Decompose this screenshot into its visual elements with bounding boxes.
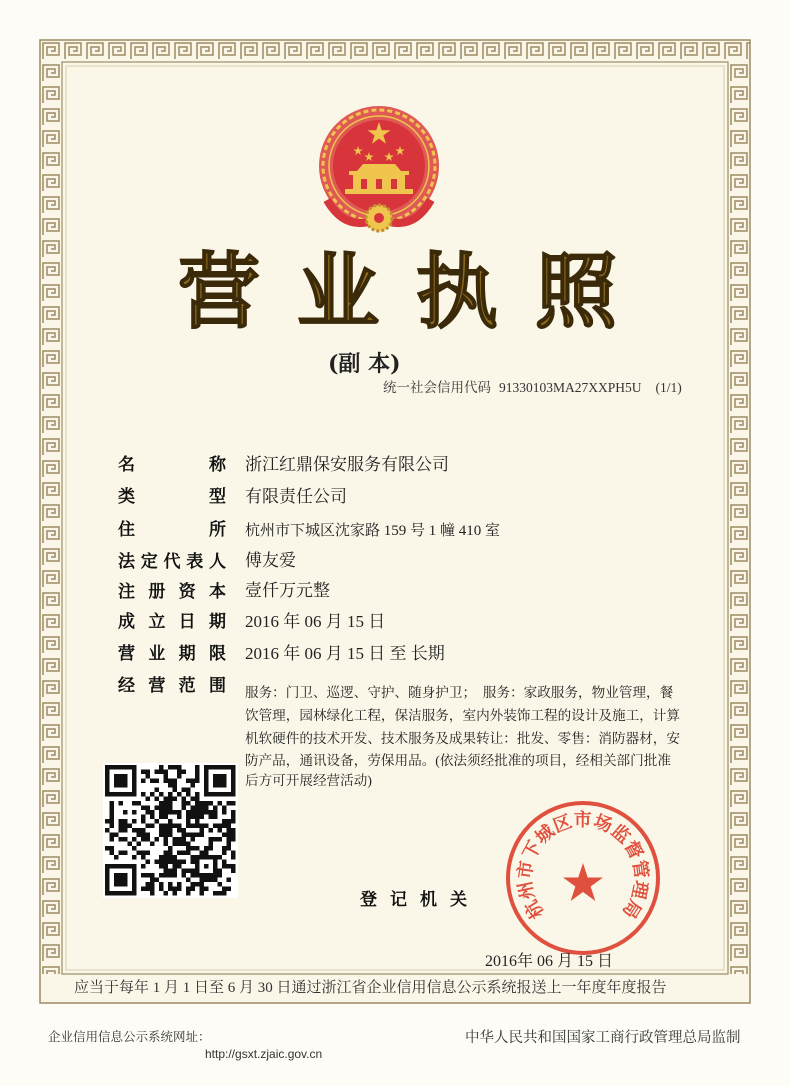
label-char: 营 <box>148 676 166 696</box>
label-char: 定 <box>140 552 158 572</box>
field-value-legal-rep: 傅友爱 <box>245 551 296 570</box>
field-value-address: 杭州市下城区沈家路 159 号 1 幢 410 室 <box>245 523 501 539</box>
label-char: 经 <box>118 676 135 696</box>
credit-code-label: 统一社会信用代码 <box>383 380 491 395</box>
scope-line: 饮管理，园林绿化工程，保洁服务，室内外装饰工程的设计及施工，计算 <box>245 708 680 723</box>
field-value-capital: 壹仟万元整 <box>245 581 330 600</box>
scope-line: 机软硬件的技术开发、技术服务及成果转让：批发、零售：消防器材，安 <box>245 731 680 746</box>
field-value-name: 浙江红鼎保安服务有限公司 <box>245 455 449 474</box>
label-char: 代 <box>163 552 181 572</box>
seal-text: 杭州市下城区市场监督管理局 <box>514 809 652 923</box>
label-char: 限 <box>208 644 226 664</box>
label-char: 所 <box>209 520 226 540</box>
label-char: 营 <box>118 644 135 664</box>
field-label-type <box>118 487 226 507</box>
label-char: 日 <box>178 612 196 632</box>
label-char: 成 <box>118 612 135 632</box>
label-char: 人 <box>209 552 226 572</box>
website-label: 企业信用信息公示系统网址： <box>48 1030 211 1044</box>
field-label-established <box>118 612 226 632</box>
star-icon <box>563 863 603 901</box>
label-char: 称 <box>209 455 226 475</box>
issuer-text: 中华人民共和国国家工商行政管理总局监制 <box>465 1030 741 1046</box>
field-value-type: 有限责任公司 <box>245 487 347 506</box>
field-label-scope <box>118 676 226 696</box>
label-char: 注 <box>118 582 135 602</box>
label-char: 范 <box>178 676 196 696</box>
label-char: 型 <box>209 487 226 507</box>
field-value-term: 2016 年 06 月 15 日 至 长期 <box>245 644 445 663</box>
credit-code-value: 91330103MA27XXPH5U <box>499 380 642 395</box>
label-char: 表 <box>186 552 204 572</box>
label-char: 期 <box>208 612 226 632</box>
label-char: 期 <box>178 644 196 664</box>
field-label-term <box>118 644 226 664</box>
credit-code-line <box>383 380 682 396</box>
field-label-name <box>118 455 226 475</box>
scope-line: 后方可开展经营活动) <box>245 773 372 788</box>
label-char: 立 <box>148 612 166 632</box>
label-char: 法 <box>118 552 135 572</box>
scope-line: 防产品，通讯设备，劳保用品。(依法须经批准的项目，经相关部门批准 <box>245 753 671 768</box>
official-seal-icon <box>503 798 663 958</box>
label-char: 资 <box>178 582 196 602</box>
national-emblem-icon <box>313 104 445 236</box>
label-char: 本 <box>208 582 226 602</box>
field-value-established: 2016 年 06 月 15 日 <box>245 612 386 631</box>
qr-code-icon <box>103 763 238 898</box>
license-title: 营业执照 <box>178 244 655 340</box>
label-char: 围 <box>208 676 226 696</box>
website-url: http://gsxt.zjaic.gov.cn <box>205 1047 323 1061</box>
label-char: 名 <box>118 455 135 475</box>
copy-type: (副 本) <box>328 351 401 377</box>
label-char: 类 <box>118 487 135 507</box>
field-label-address <box>118 520 226 540</box>
field-label-legal-rep <box>118 552 226 572</box>
field-label-capital <box>118 582 226 602</box>
label-char: 业 <box>148 644 166 664</box>
registration-authority-label: 登记机关 <box>360 890 480 910</box>
label-char: 册 <box>148 582 166 602</box>
scope-line: 服务：门卫、巡逻、守护、随身护卫； 服务：家政服务，物业管理，餐 <box>245 685 674 700</box>
copy-index: (1/1) <box>655 380 682 395</box>
label-char: 住 <box>118 520 135 540</box>
annual-report-notice: 应当于每年 1 月 1 日至 6 月 30 日通过浙江省企业信用信息公示系统报送上一年度年度报告 <box>74 980 667 996</box>
registration-date: 2016年 06 月 15 日 <box>485 953 614 970</box>
